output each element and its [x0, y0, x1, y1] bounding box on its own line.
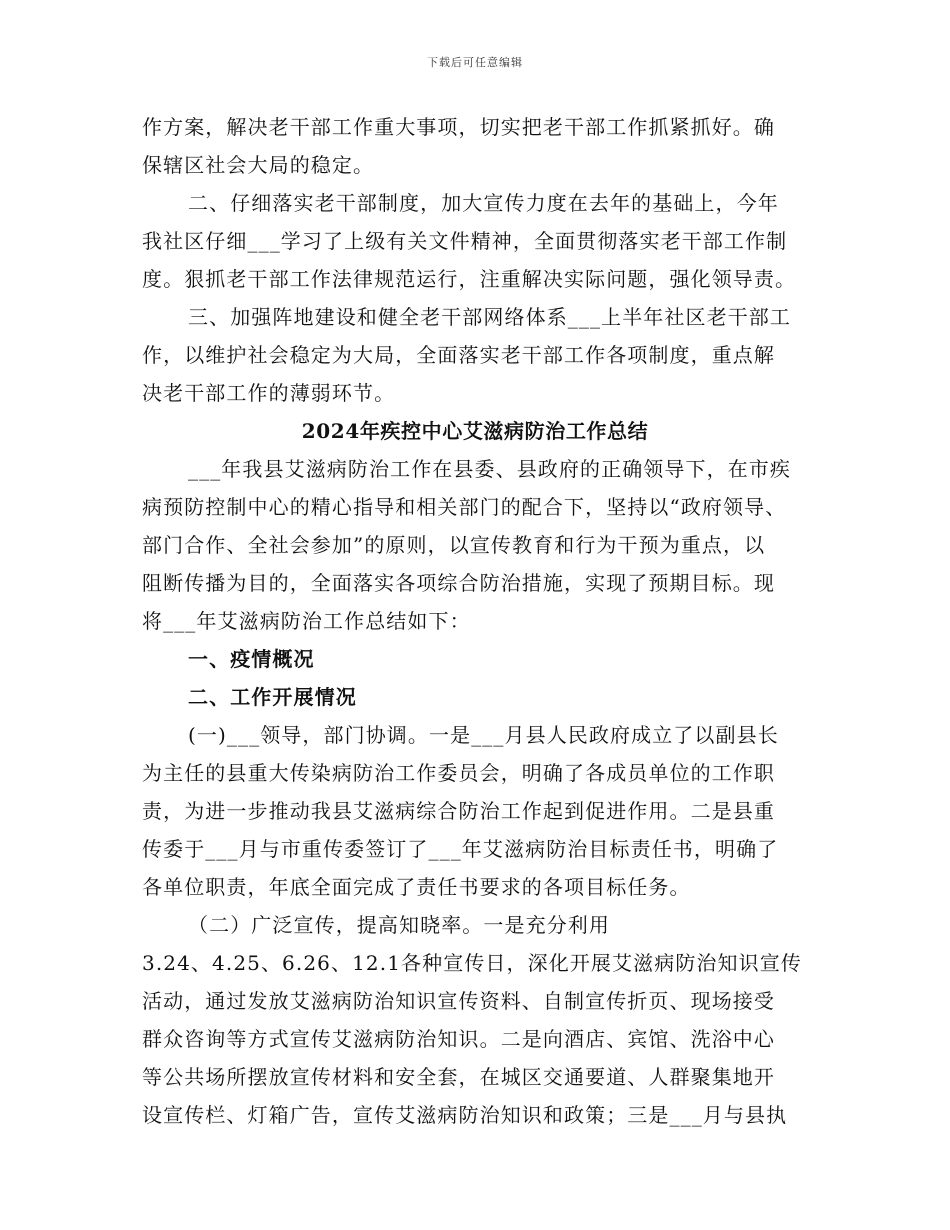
body-line: ___年我县艾滋病防治工作在县委、县政府的正确领导下，在市疾 [188, 457, 791, 481]
body-line: 传委于___月与市重传委签订了___年艾滋病防治目标责任书，明确了 [142, 837, 779, 861]
body-line: 部门合作、全社会参加”的原则，以宣传教育和行为干预为重点，以 [142, 533, 766, 557]
body-line: 设宣传栏、灯箱广告，宣传艾滋病防治知识和政策；三是___月与县执 [142, 1103, 788, 1127]
body-line: 3.24、4.25、6.26、12.1各种宣传日，深化开展艾滋病防治知识宣传 [142, 951, 802, 975]
body-line: 群众咨询等方式宣传艾滋病防治知识。二是向酒店、宾馆、洗浴中心 [142, 1027, 775, 1051]
body-line: 三、加强阵地建设和健全老干部网络体系___上半年社区老干部工 [188, 305, 791, 329]
body-line: 病预防控制中心的精心指导和相关部门的配合下，坚持以“政府领导、 [142, 495, 787, 519]
page-header: 下载后可任意编辑 [427, 56, 523, 69]
body-line: 阻断传播为目的，全面落实各项综合防治措施，实现了预期目标。现 [142, 571, 775, 595]
body-line: 等公共场所摆放宣传材料和安全套，在城区交通要道、人群聚集地开 [142, 1065, 775, 1089]
body-line: 责，为进一步推动我县艾滋病综合防治工作起到促进作用。二是县重 [142, 799, 775, 823]
body-line: 保辖区社会大局的稳定。 [142, 153, 375, 177]
body-line: 作，以维护社会稳定为大局，全面落实老干部工作各项制度，重点解 [142, 343, 775, 367]
body-line: 作方案，解决老干部工作重大事项，切实把老干部工作抓紧抓好。确 [142, 115, 775, 139]
body-line: 度。狠抓老干部工作法律规范运行，注重解决实际问题，强化领导责。 [142, 267, 797, 291]
body-line: 活动，通过发放艾滋病防治知识宣传资料、自制宣传折页、现场接受 [142, 989, 775, 1013]
body-line: 各单位职责，年底全面完成了责任书要求的各项目标任务。 [142, 875, 691, 899]
body-line: (一)___领导，部门协调。一是___月县人民政府成立了以副县长 [188, 723, 779, 747]
body-line: （二）广泛宣传，提高知晓率。一是充分利用 [188, 913, 610, 937]
body-line: 决老干部工作的薄弱环节。 [142, 381, 396, 405]
body-line: 二、仔细落实老干部制度，加大宣传力度在去年的基础上，今年 [188, 191, 779, 215]
body-line: 将___年艾滋病防治工作总结如下： [142, 609, 471, 633]
section-title: 2024年疾控中心艾滋病防治工作总结 [301, 419, 649, 443]
body-line: 为主任的县重大传染病防治工作委员会，明确了各成员单位的工作职 [142, 761, 775, 785]
subheading: 一、疫情概况 [188, 647, 315, 671]
subheading: 二、工作开展情况 [188, 685, 357, 709]
body-line: 我社区仔细___学习了上级有关文件精神，全面贯彻落实老干部工作制 [142, 229, 788, 253]
